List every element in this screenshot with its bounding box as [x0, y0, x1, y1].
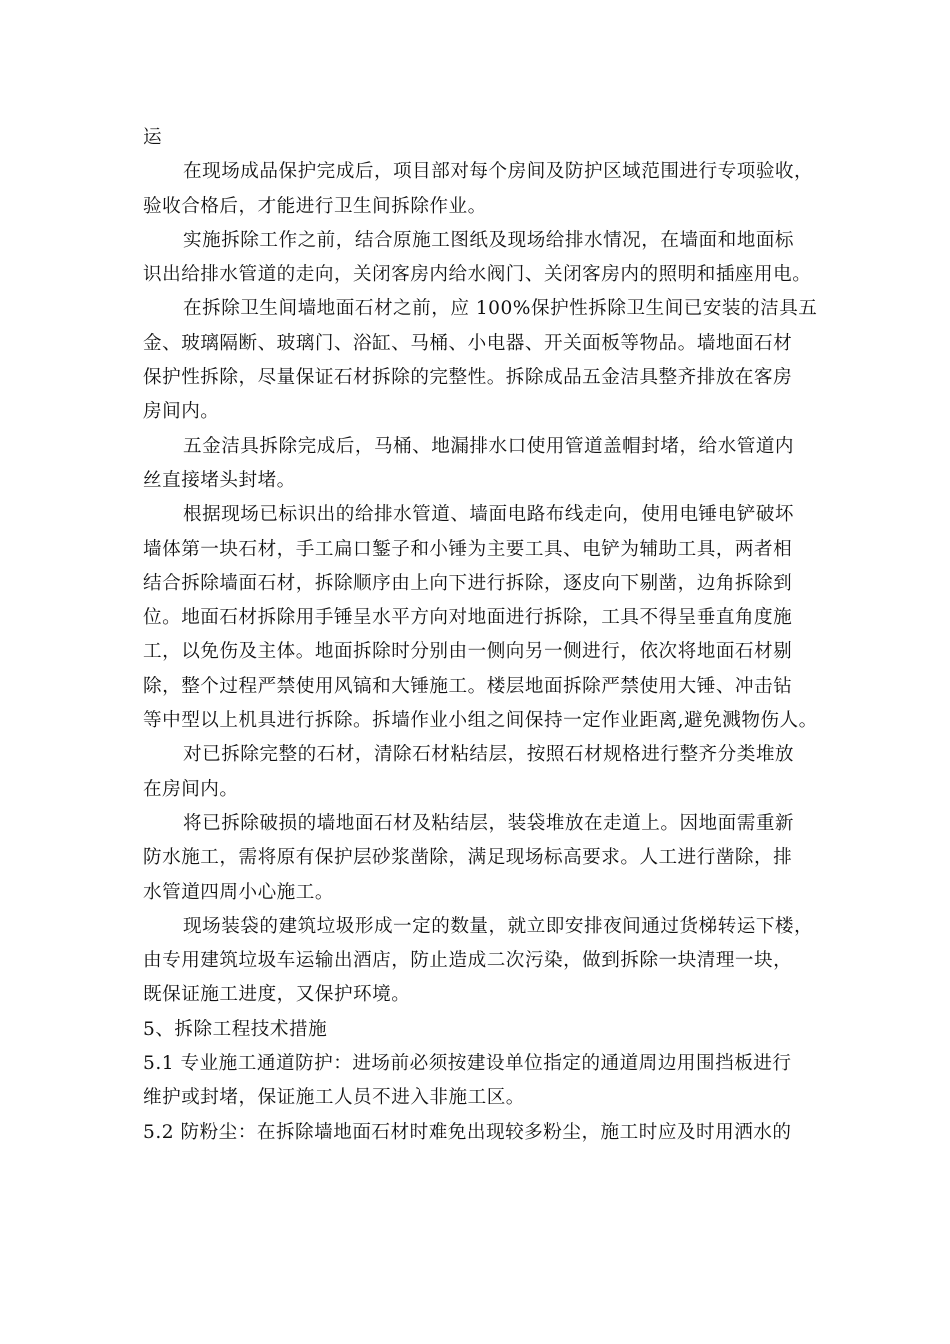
text-line: 工，以免伤及主体。地面拆除时分别由一侧向另一侧进行，依次将地面石材剔: [143, 641, 793, 663]
text-line: 除，整个过程严禁使用风镐和大锤施工。楼层地面拆除严禁使用大锤、冲击钻: [143, 675, 793, 697]
text-line: 实施拆除工作之前，结合原施工图纸及现场给排水情况，在墙面和地面标: [183, 229, 795, 251]
text-line: 丝直接堵头封堵。: [143, 469, 296, 491]
text-line: 在拆除卫生间墙地面石材之前，应 100%保护性拆除卫生间已安装的洁具五: [183, 298, 818, 320]
text-line: 既保证施工进度，又保护环境。: [143, 984, 411, 1006]
document-body: [143, 121, 818, 1150]
text-line: 现场装袋的建筑垃圾形成一定的数量，就立即安排夜间通过货梯转运下楼，: [183, 915, 814, 937]
text-line: 金、玻璃隔断、玻璃门、浴缸、马桶、小电器、开关面板等物品。墙地面石材: [143, 332, 793, 354]
text-line: 在房间内。: [143, 778, 239, 800]
text-line: 等中型以上机具进行拆除。拆墙作业小组之间保持一定作业距离,避免溅物伤人。: [143, 710, 818, 732]
text-line: 对已拆除完整的石材，清除石材粘结层，按照石材规格进行整齐分类堆放: [183, 744, 795, 766]
text-line: 由专用建筑垃圾车运输出酒店，防止造成二次污染，做到拆除一块清理一块，: [143, 950, 793, 972]
text-line: 将已拆除破损的墙地面石材及粘结层，装袋堆放在走道上。因地面需重新: [183, 812, 795, 834]
text-line: 根据现场已标识出的给排水管道、墙面电路布线走向，使用电锤电铲破坏: [183, 504, 795, 526]
text-line: 5.2 防粉尘：在拆除墙地面石材时难免出现较多粉尘，施工时应及时用洒水的: [143, 1121, 792, 1143]
text-line: 五金洁具拆除完成后，马桶、地漏排水口使用管道盖帽封堵，给水管道内: [183, 435, 795, 457]
text-line: 结合拆除墙面石材，拆除顺序由上向下进行拆除，逐皮向下剔凿，边角拆除到: [143, 572, 793, 594]
text-line: 位。地面石材拆除用手锤呈水平方向对地面进行拆除，工具不得呈垂直角度施: [143, 607, 793, 629]
text-line: 5.1 专业施工通道防护：进场前必须按建设单位指定的通道周边用围挡板进行: [143, 1053, 792, 1075]
text-line: 防水施工，需将原有保护层砂浆凿除，满足现场标高要求。人工进行凿除，排: [143, 847, 793, 869]
text-line: 识出给排水管道的走向，关闭客房内给水阀门、关闭客房内的照明和插座用电。: [143, 264, 812, 286]
text-line: 水管道四周小心施工。: [143, 881, 334, 903]
text-line: 在现场成品保护完成后，项目部对每个房间及防护区域范围进行专项验收，: [183, 161, 814, 183]
text-line: 5、拆除工程技术措施: [143, 1018, 328, 1040]
text-line: 维护或封堵，保证施工人员不进入非施工区。: [143, 1087, 525, 1109]
text-line: 墙体第一块石材，手工扁口錾子和小锤为主要工具、电铲为辅助工具，两者相: [143, 538, 793, 560]
text-line: 验收合格后，才能进行卫生间拆除作业。: [143, 195, 487, 217]
text-line: 房间内。: [143, 401, 220, 423]
text-line: 运: [143, 127, 163, 148]
text-line: 保护性拆除，尽量保证石材拆除的完整性。拆除成品五金洁具整齐排放在客房: [143, 367, 793, 389]
